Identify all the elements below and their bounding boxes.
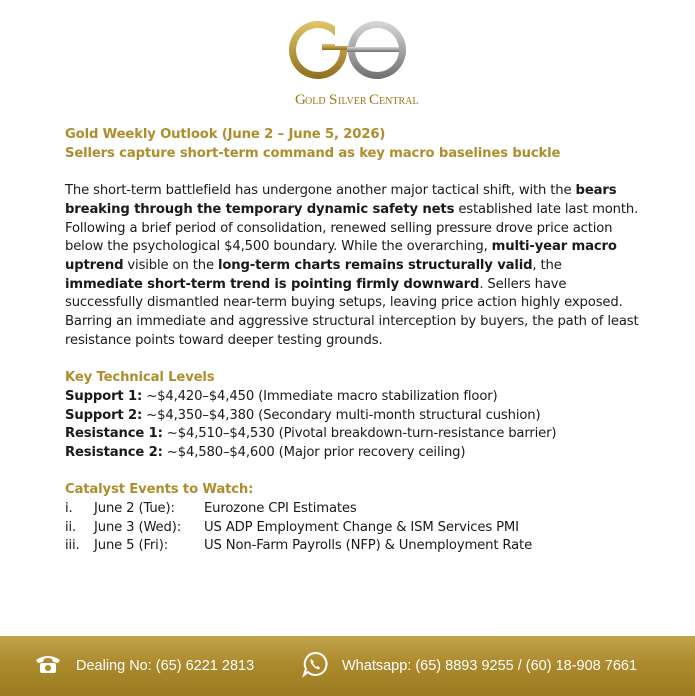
outlook-article <box>65 126 640 556</box>
level-support-1: Support 1: ~$4,420–$4,450 (Immediate macro stabilization floor) <box>65 388 498 404</box>
svg-text:C: C <box>369 92 380 108</box>
dealing-number: Dealing No: (65) 6221 2813 <box>76 658 255 674</box>
svg-text:ILVER: ILVER <box>338 96 367 107</box>
article-heading <box>65 126 640 163</box>
telephone-icon <box>34 654 76 678</box>
catalyst-item: i. June 2 (Tue): Eurozone CPI Estimates <box>65 501 357 517</box>
whatsapp-icon <box>302 651 342 681</box>
article-title: Gold Weekly Outlook (June 2 – June 5, 2026) <box>65 127 386 142</box>
intro-paragraph: The short-term battlefield has undergone another major tactical shift, with the bears breaking through the temporary dynamic safety nets established late last month. Following a brief period of consolidation, renewed selling pressure drove price action below the psychological $4,500 boundary. While the overarching, multi-year macro uptrend visible on the long-term charts remains structurally valid, the immediate short-term trend is pointing firmly downward. Sellers have successfully dismantled near-term buying setups, leaving price action highly exposed. Barring an immediate and aggressive structural interception by buyers, the path of least resistance points toward deeper testing grounds. <box>65 183 639 348</box>
article-subtitle: Sellers capture short-term command as key macro baselines buckle <box>65 145 561 161</box>
svg-text:OLD: OLD <box>305 96 326 107</box>
levels-heading: Key Technical Levels <box>65 370 215 386</box>
level-resistance-1: Resistance 1: ~$4,510–$4,530 (Pivotal breakdown-turn-resistance barrier) <box>65 426 557 442</box>
catalysts-heading: Catalyst Events to Watch: <box>65 482 254 498</box>
catalyst-item: iii. June 5 (Fri): US Non-Farm Payrolls (NFP) & Unemployment Rate <box>65 538 533 554</box>
brand-logo <box>285 18 419 110</box>
level-support-2: Support 2: ~$4,350–$4,380 (Secondary multi-month structural cushion) <box>65 407 541 423</box>
dealing-phone-link[interactable] <box>34 636 254 696</box>
svg-text:ENTRAL: ENTRAL <box>379 96 419 107</box>
svg-text:G: G <box>295 92 306 108</box>
level-resistance-2: Resistance 2: ~$4,580–$4,600 (Major prior recovery ceiling) <box>65 444 466 460</box>
svg-text:S: S <box>329 92 338 108</box>
contact-footer <box>0 636 695 696</box>
whatsapp-numbers: Whatsapp: (65) 8893 9255 / (60) 18-908 7661 <box>342 658 638 674</box>
catalyst-item: ii. June 3 (Wed): US ADP Employment Change & ISM Services PMI <box>65 519 519 535</box>
whatsapp-link[interactable] <box>302 636 637 696</box>
